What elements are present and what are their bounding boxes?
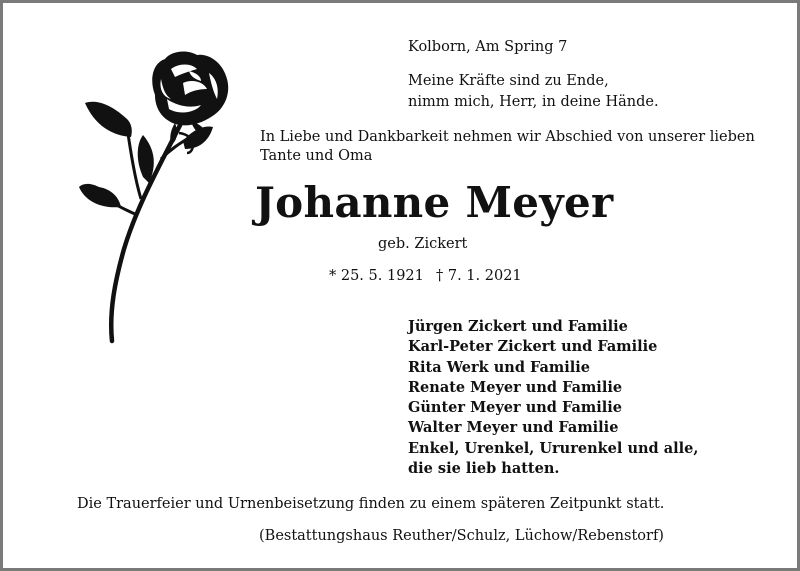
mourner-line: Karl-Peter Zickert und Familie (408, 338, 658, 356)
maiden-name: geb. Zickert (378, 236, 468, 252)
intro-line-1: In Liebe und Dankbarkeit nehmen wir Abschied von unserer lieben (260, 129, 755, 145)
funeral-note: Die Trauerfeier und Urnenbeisetzung finden zu einem späteren Zeitpunkt statt. (77, 496, 665, 512)
verse-line-1: Meine Kräfte sind zu Ende, (408, 73, 609, 89)
mourner-line: Renate Meyer und Familie (408, 378, 623, 396)
mourner-line: Rita Werk und Familie (408, 358, 591, 376)
death-date: † 7. 1. 2021 (436, 268, 522, 284)
mourner-line: Jürgen Zickert und Familie (408, 318, 628, 335)
undertaker: (Bestattungshaus Reuther/Schulz, Lüchow/Rebenstorf) (259, 528, 664, 544)
mourner-line: die sie lieb hatten. (408, 460, 560, 478)
mourner-line: Enkel, Urenkel, Ururenkel und alle, (408, 439, 699, 457)
rose-icon (79, 49, 239, 345)
mourners-list (408, 317, 698, 479)
mourner-line: Walter Meyer und Familie (408, 419, 619, 437)
birth-date: * 25. 5. 1921 (329, 268, 424, 284)
location: Kolborn, Am Spring 7 (408, 39, 568, 55)
verse-line-2: nimm mich, Herr, in deine Hände. (408, 94, 659, 110)
intro-line-2: Tante und Oma (260, 148, 373, 164)
deceased-name: Johanne Meyer (255, 178, 614, 227)
mourner-line: Günter Meyer und Familie (408, 399, 622, 417)
